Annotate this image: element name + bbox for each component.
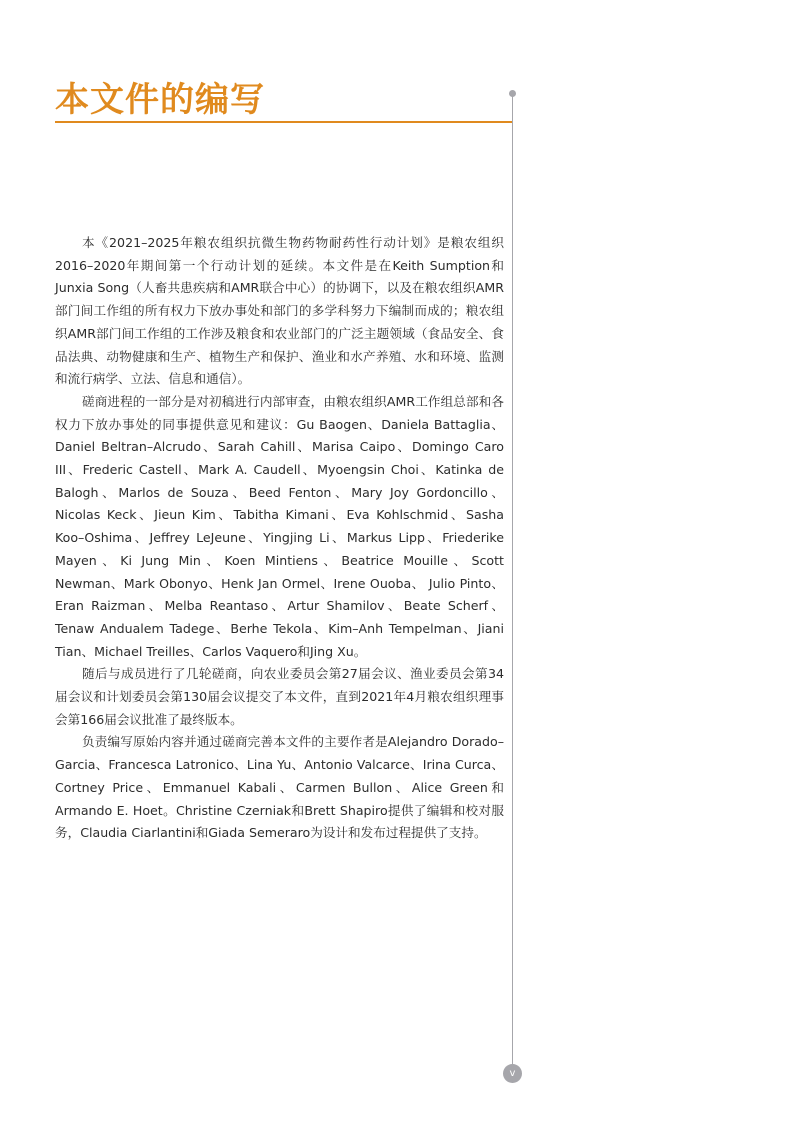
paragraph-consultations: 随后与成员进行了几轮磋商，向农业委员会第27届会议、渔业委员会第34届会议和计划委员会第130届会议提交了本文件，直到2021年4月粮农组织理事会第166届会议批准了最终版本。	[55, 666, 504, 727]
vertical-divider	[512, 93, 513, 1065]
paragraph-authors: 负责编写原始内容并通过磋商完善本文件的主要作者是Alejandro Dorado–Garcia、Francesca Latronico、Lina Yu、Antonio Valcarce、Irina Curca、Cortney Price、Emmanuel Kabali、Carmen Bullon、Alice Green和Armando E. Hoet。Christine Czerniak和Brett Shapiro提供了编辑和校对服务，Claudia Ciarlantini和Giada Semeraro为设计和发布过程提供了支持。	[55, 734, 504, 841]
page-number: v	[503, 1064, 522, 1083]
body-text	[55, 232, 504, 845]
title-underline	[55, 121, 513, 123]
paragraph-reviewers: 磋商进程的一部分是对初稿进行内部审查，由粮农组织AMR工作组总部和各权力下放办事处的同事提供意见和建议：Gu Baogen、Daniela Battaglia、Daniel Beltran–Alcrudo、Sarah Cahill、Marisa Caipo、Domingo Caro III、Frederic Castell、Mark A. Caudell、Myoengsin Choi、Katinka de Balogh、Marlos de Souza、Beed Fenton、Mary Joy Gordoncillo、Nicolas Keck、Jieun Kim、Tabitha Kimani、Eva Kohlschmid、Sasha Koo–Oshima、Jeffrey LeJeune、Yingjing Li、Markus Lipp、Friederike Mayen、Ki Jung Min、Koen Mintiens、Beatrice Mouille、Scott Newman、Mark Obonyo、Henk Jan Ormel、Irene Ouoba、 Julio Pinto、Eran Raizman、Melba Reantaso、Artur Shamilov、Beate Scherf、Tenaw Andualem Tadege、Berhe Tekola、Kim–Anh Tempelman、Jiani Tian、Michael Treilles、Carlos Vaquero和Jing Xu。	[55, 393, 504, 659]
paragraph-intro: 本《2021–2025年粮农组织抗微生物药物耐药性行动计划》是粮农组织2016–2020年期间第一个行动计划的延续。本文件是在Keith Sumption和Junxia Song（人畜共患疾病和AMR联合中心）的协调下，以及在粮农组织AMR部门间工作组的所有权力下放办事处和部门的多学科努力下编制而成的；粮农组织AMR部门间工作组的工作涉及粮食和农业部门的广泛主题领域（食品安全、食品法典、动物健康和生产、植物生产和保护、渔业和水产养殖、水和环境、监测和流行病学、立法、信息和通信）。	[55, 235, 504, 387]
page-title: 本文件的编写	[55, 80, 265, 120]
